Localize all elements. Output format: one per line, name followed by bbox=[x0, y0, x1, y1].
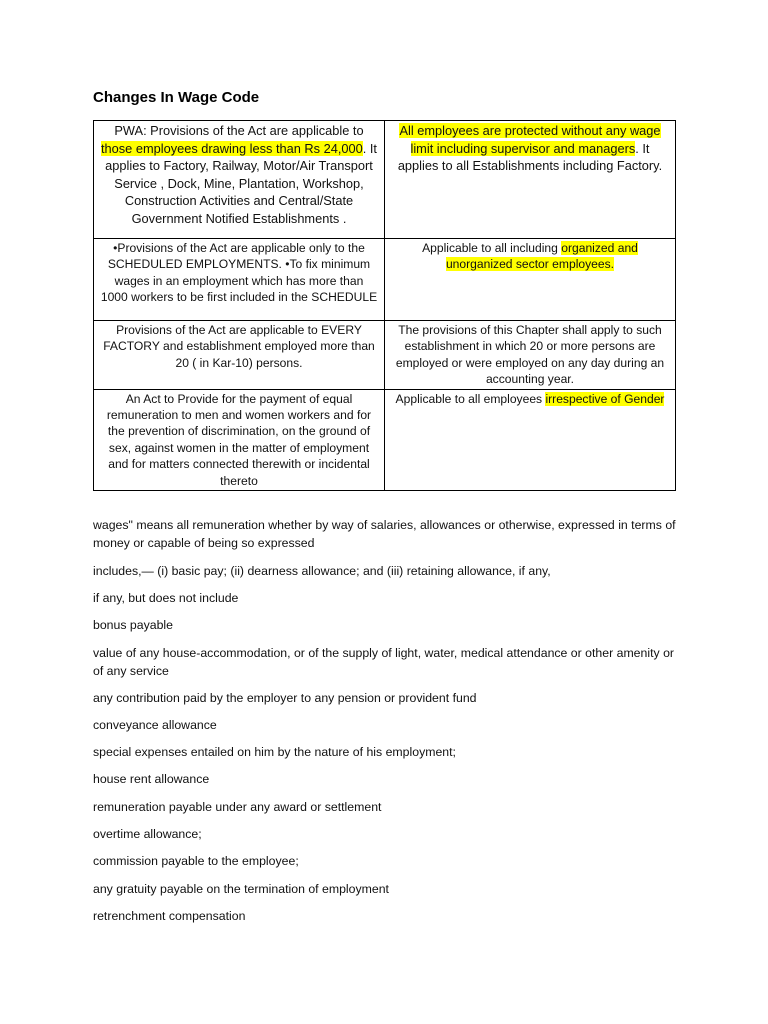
cell-text: Applicable to all including bbox=[422, 241, 562, 255]
table-row bbox=[94, 321, 676, 390]
definition-item: if any, but does not include bbox=[93, 591, 239, 605]
old-law-cell bbox=[94, 321, 385, 390]
cell-text: Provisions of the Act are applicable to EVERY FACTORY and establishment employed more than 20 ( in Kar-10) persons. bbox=[103, 323, 375, 370]
table-row bbox=[94, 239, 676, 321]
definition-item: overtime allowance; bbox=[93, 827, 202, 841]
definition-item: retrenchment compensation bbox=[93, 909, 246, 923]
old-law-cell bbox=[94, 121, 385, 239]
wage-code-cell bbox=[385, 121, 676, 239]
definition-item: conveyance allowance bbox=[93, 718, 217, 732]
wage-code-cell bbox=[385, 239, 676, 321]
definition-item: remuneration payable under any award or settlement bbox=[93, 800, 382, 814]
wage-code-cell bbox=[385, 389, 676, 490]
cell-text: Applicable to all employees bbox=[395, 391, 546, 406]
old-law-cell bbox=[94, 389, 385, 490]
definition-item: any contribution paid by the employer to any pension or provident fund bbox=[93, 691, 477, 705]
cell-text: •Provisions of the Act are applicable only to the SCHEDULED EMPLOYMENTS. •To fix minimum wages in an employment which has more than 1000 workers to be first included in the SCHEDULE bbox=[100, 241, 378, 305]
cell-text: The provisions of this Chapter shall apply to such establishment in which 20 or more persons are employed or were employed on any day during an accounting year. bbox=[395, 323, 665, 387]
highlighted-text: All employees are protected without any wage limit including supervisor and managers bbox=[399, 123, 661, 156]
definition-item: bonus payable bbox=[93, 618, 173, 632]
definition-item: special expenses entailed on him by the nature of his employment; bbox=[93, 745, 456, 759]
definition-item: commission payable to the employee; bbox=[93, 854, 299, 868]
table-row bbox=[94, 389, 676, 490]
definition-item: includes,— (i) basic pay; (ii) dearness allowance; and (iii) retaining allowance, if any, bbox=[93, 564, 551, 578]
table-row bbox=[94, 121, 676, 239]
highlighted-text: those employees drawing less than Rs 24,000 bbox=[100, 140, 363, 156]
cell-text: PWA: Provisions of the Act are applicable to bbox=[114, 123, 364, 138]
page-title: Changes In Wage Code bbox=[93, 89, 260, 106]
highlighted-text: irrespective of Gender bbox=[545, 391, 665, 406]
definition-item: house rent allowance bbox=[93, 772, 210, 786]
cell-text: An Act to Provide for the payment of equal remuneration to men and women workers and for the prevention of discrimination, on the ground of sex, against women in the matter of employment and for matters connected therewith or incidental thereto bbox=[106, 391, 372, 488]
wage-code-cell bbox=[385, 321, 676, 390]
definition-item: value of any house-accommodation, or of the supply of light, water, medical attendance or other amenity or of any service bbox=[93, 646, 675, 678]
comparison-table bbox=[93, 120, 676, 491]
old-law-cell bbox=[94, 239, 385, 321]
highlighted-text: organized and unorganized sector employees. bbox=[445, 241, 638, 272]
definition-item: wages" means all remuneration whether by way of salaries, allowances or otherwise, expressed in terms of money or capable of being so expressed bbox=[93, 518, 676, 550]
definition-item: any gratuity payable on the termination of employment bbox=[93, 882, 389, 896]
cell-text: . It applies to all Establishments including Factory. bbox=[397, 140, 663, 173]
cell-text: . It applies to Factory, Railway, Motor/Air Transport Service , Dock, Mine, Plantation, Workshop, Construction Activities and Central/State Government Notified Establishments . bbox=[105, 140, 377, 226]
